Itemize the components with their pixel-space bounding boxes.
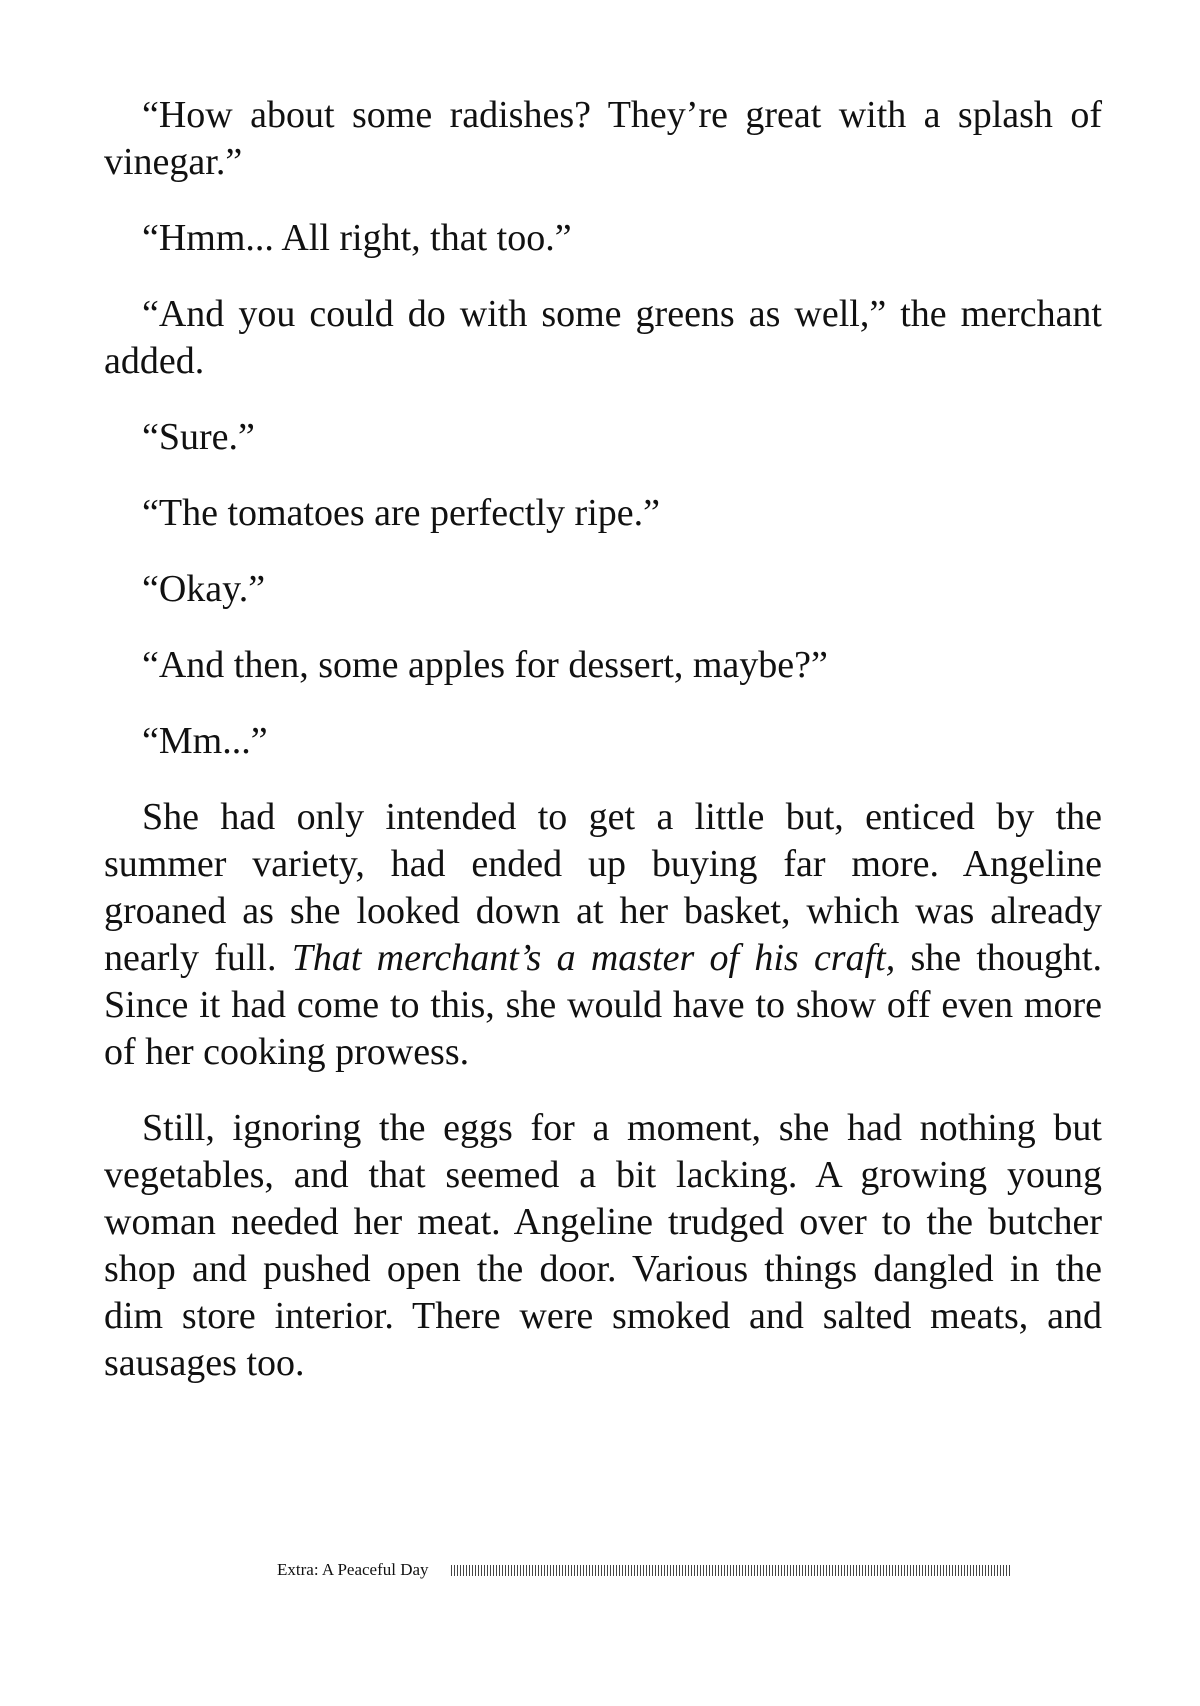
paragraph-tomatoes: “The tomatoes are perfectly ripe.”	[142, 492, 660, 534]
paragraph-basket-start: She had only intended to get a little but, enticed by the summer variety, had ended up buying far more. Angeline groaned as she looked down at her basket, which was already nearly full.	[104, 796, 1102, 979]
page-footer	[277, 1556, 1012, 1584]
paragraph-greens: “And you could do with some greens as well,” the merchant added.	[104, 293, 1102, 382]
paragraph-basket-thought: That merchant’s a master of his craft,	[291, 937, 896, 979]
page-body	[104, 92, 1102, 1416]
paragraph-mm: “Mm...”	[142, 720, 268, 762]
paragraph-okay: “Okay.”	[142, 568, 266, 610]
paragraph-butcher: Still, ignoring the eggs for a moment, she had nothing but vegetables, and that seemed a bit lacking. A growing young woman needed her meat. Angeline trudged over to the butcher shop and pushed open the door. Various things dangled in the dim store interior. There were smoked and salted meats, and sausages too.	[104, 1107, 1102, 1384]
paragraph-radishes: “How about some radishes? They’re great with a splash of vinegar.”	[104, 94, 1102, 183]
chapter-title: Extra: A Peaceful Day	[277, 1560, 429, 1579]
paragraph-hmm: “Hmm... All right, that too.”	[142, 217, 572, 259]
paragraph-apples: “And then, some apples for dessert, maybe?”	[142, 644, 828, 686]
paragraph-basket-end: she thought. Since it had come to this, she would have to show off even more of her cooking prowess.	[104, 937, 1102, 1073]
footer-decorative-rule	[451, 1565, 1012, 1576]
paragraph-sure: “Sure.”	[142, 416, 255, 458]
paragraph-basket	[104, 794, 1102, 1076]
